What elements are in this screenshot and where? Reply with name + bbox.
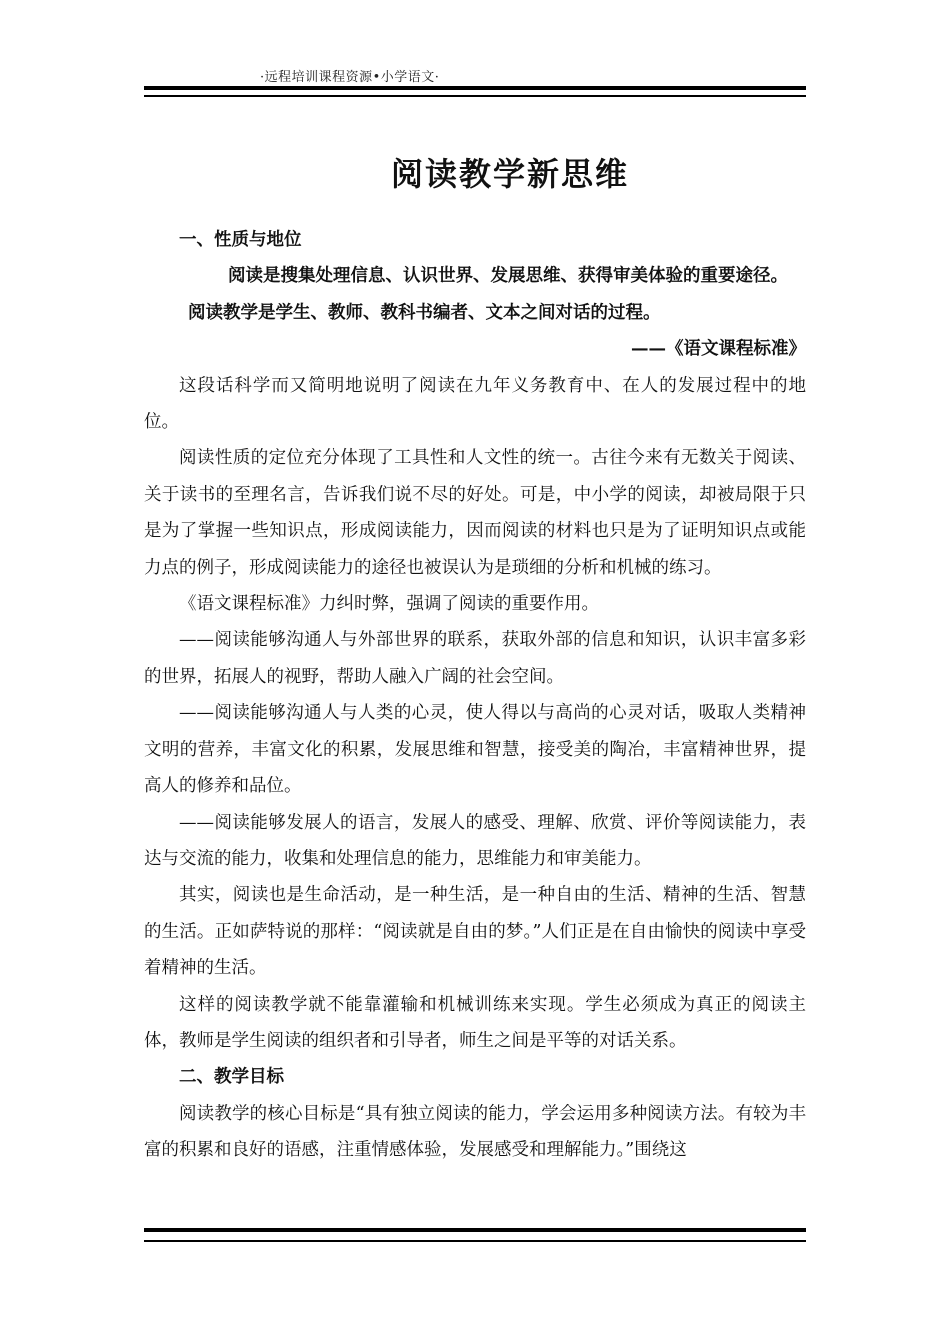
paragraph: ——阅读能够发展人的语言，发展人的感受、理解、欣赏、评价等阅读能力，表达与交流的能力，收集和处理信息的能力，思维能力和审美能力。 (144, 812, 806, 869)
header-rule-thin (144, 95, 806, 97)
footer-rule-thick (144, 1228, 806, 1232)
quote-line-1: 阅读是搜集处理信息、认识世界、发展思维、获得审美体验的重要途径。 (228, 266, 788, 287)
paragraph: ——阅读能够沟通人与外部世界的联系，获取外部的信息和知识，认识丰富多彩的世界，拓展人的视野，帮助人融入广阔的社会空间。 (144, 630, 806, 687)
header-rule-thick (144, 86, 806, 90)
paragraph: 这样的阅读教学就不能靠灌输和机械训练来实现。学生必须成为真正的阅读主体，教师是学生阅读的组织者和引导者，师生之间是平等的对话关系。 (144, 994, 806, 1051)
quote-source: ——《语文课程标准》 (631, 339, 806, 360)
paragraph: 这段话科学而又简明地说明了阅读在九年义务教育中、在人的发展过程中的地位。 (144, 375, 806, 433)
paragraph: ——阅读能够沟通人与人类的心灵，使人得以与高尚的心灵对话，吸取人类精神文明的营养，丰富文化的积累，发展思维和智慧，接受美的陶冶，丰富精神世界，提高人的修养和品位。 (144, 703, 806, 797)
quote-line-2: 阅读教学是学生、教师、教科书编者、文本之间对话的过程。 (188, 302, 661, 323)
section-heading-2: 二、教学目标 (179, 1067, 284, 1088)
page-title: 阅读教学新思维 (390, 155, 629, 194)
paragraph: 阅读教学的核心目标是“具有独立阅读的能力，学会运用多种阅读方法。有较为丰富的积累和良好的语感，注重情感体验，发展感受和理解能力。”围绕这 (144, 1103, 806, 1161)
document-body (144, 222, 806, 1169)
footer-rule-thin (144, 1240, 806, 1242)
header-text: ·远程培训课程资源•小学语文· (260, 70, 440, 85)
paragraph: 《语文课程标准》力纠时弊，强调了阅读的重要作用。 (179, 594, 599, 615)
paragraph: 其实，阅读也是生命活动，是一种生活，是一种自由的生活、精神的生活、智慧的生活。正如萨特说的那样：“阅读就是自由的梦。”人们正是在自由愉快的阅读中享受着精神的生活。 (144, 885, 806, 979)
section-heading-1: 一、性质与地位 (179, 230, 302, 250)
paragraph: 阅读性质的定位充分体现了工具性和人文性的统一。古往今来有无数关于阅读、关于读书的至理名言，告诉我们说不尽的好处。可是，中小学的阅读，却被局限于只是为了掌握一些知识点，形成阅读能力，因而阅读的材料也只是为了证明知识点或能力点的例子，形成阅读能力的途径也被误认为是琐细的分析和机械的练习。 (144, 448, 806, 578)
